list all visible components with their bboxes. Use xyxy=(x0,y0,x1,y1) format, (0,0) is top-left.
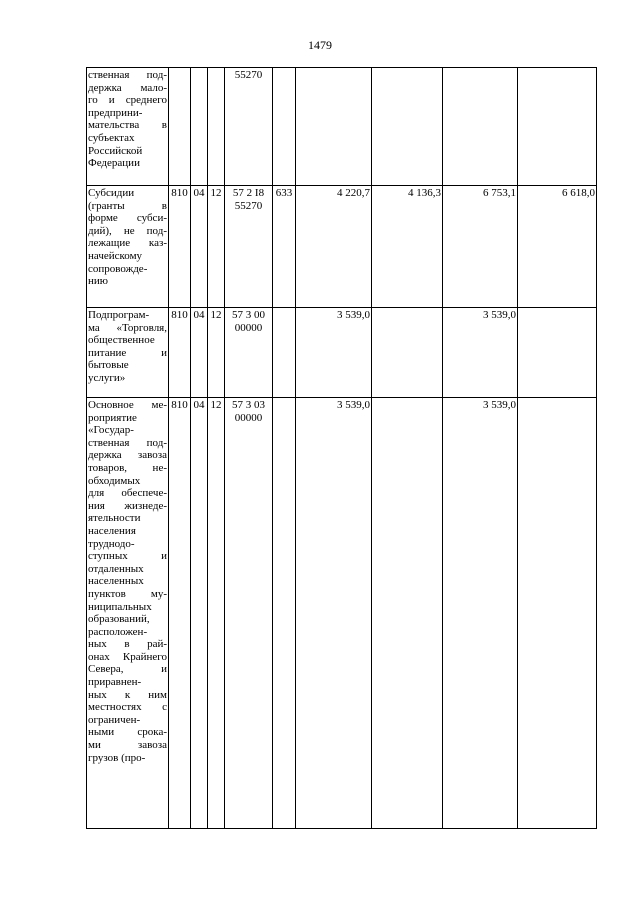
cell-sum3: 3 539,0 xyxy=(443,308,518,398)
cell-sum4 xyxy=(518,308,597,398)
cell-csr-line: 57 3 03 xyxy=(232,399,265,411)
cell-name-line: ограничен- xyxy=(88,713,141,726)
cell-name-line: субъектах xyxy=(88,131,135,144)
cell-name-line: труднодо- xyxy=(88,537,135,550)
cell-name-line: питание и xyxy=(88,346,167,359)
table-row xyxy=(87,398,597,829)
cell-sum1 xyxy=(296,68,372,186)
cell-pr: 12 xyxy=(208,186,225,308)
cell-csr xyxy=(225,398,273,829)
table-row xyxy=(87,68,597,186)
cell-vr xyxy=(273,68,296,186)
cell-csr xyxy=(225,68,273,186)
cell-name-line: ственная под- xyxy=(88,69,167,81)
cell-vr xyxy=(273,398,296,829)
cell-sum1: 3 539,0 xyxy=(296,398,372,829)
cell-name-line: го и среднего xyxy=(88,94,167,107)
cell-csr-line: 55270 xyxy=(234,199,263,212)
cell-csr-line: 00000 xyxy=(234,321,263,334)
cell-name-line: ятельности xyxy=(88,512,141,525)
cell-sum4: 6 618,0 xyxy=(518,186,597,308)
cell-name-line: обходимых xyxy=(88,474,141,487)
cell-name-line: ступных и xyxy=(88,550,167,563)
cell-name xyxy=(87,186,169,308)
cell-name-line: онах Крайнего xyxy=(88,650,167,663)
cell-name-line: нию xyxy=(88,275,108,288)
cell-sum3: 6 753,1 xyxy=(443,186,518,308)
cell-name-line: общественное xyxy=(88,334,155,347)
table-body xyxy=(87,68,597,829)
cell-vr xyxy=(273,308,296,398)
cell-grbs: 810 xyxy=(169,186,191,308)
cell-name-line: для обеспече- xyxy=(88,487,167,500)
cell-name-line: ния жизнеде- xyxy=(88,499,167,512)
cell-name-line: ниципальных xyxy=(88,600,152,613)
cell-name-line: Субсидии xyxy=(88,187,135,199)
cell-name-line: отдаленных xyxy=(88,562,144,575)
cell-name-line: образований, xyxy=(88,613,150,626)
cell-name-line: населенных xyxy=(88,575,144,588)
cell-name-line: мательства в xyxy=(88,119,167,132)
cell-sum3: 3 539,0 xyxy=(443,398,518,829)
cell-rz: 04 xyxy=(191,186,208,308)
cell-name-line: дий), не под- xyxy=(88,224,167,237)
cell-name-line: «Государ- xyxy=(88,424,134,437)
cell-name-line: предприни- xyxy=(88,106,143,119)
cell-name xyxy=(87,308,169,398)
cell-csr xyxy=(225,186,273,308)
cell-name-line: Основное ме- xyxy=(88,399,167,411)
cell-rz: 04 xyxy=(191,308,208,398)
cell-csr-line: 00000 xyxy=(234,411,263,424)
cell-csr-line: 57 2 I8 xyxy=(232,187,265,199)
cell-name-line: ма «Торговля, xyxy=(88,321,167,334)
cell-name-line: грузов (про- xyxy=(88,751,146,764)
cell-sum2 xyxy=(372,308,443,398)
cell-name-line: Подпрограм- xyxy=(88,309,150,321)
cell-sum4 xyxy=(518,398,597,829)
cell-grbs: 810 xyxy=(169,398,191,829)
cell-name-line: местностях с xyxy=(88,701,167,714)
cell-csr-line: 57 3 00 xyxy=(232,309,265,321)
cell-name-line: приравнен- xyxy=(88,676,142,689)
cell-sum2: 4 136,3 xyxy=(372,186,443,308)
cell-grbs xyxy=(169,68,191,186)
cell-name-line: Российской xyxy=(88,144,143,157)
cell-name-line: роприятие xyxy=(88,411,137,424)
cell-csr xyxy=(225,308,273,398)
cell-sum2 xyxy=(372,398,443,829)
cell-sum1: 4 220,7 xyxy=(296,186,372,308)
cell-name-line: ных в рай- xyxy=(88,638,167,651)
cell-csr-line: 55270 xyxy=(234,69,263,81)
cell-rz: 04 xyxy=(191,398,208,829)
cell-name xyxy=(87,398,169,829)
cell-name-line: Севера, и xyxy=(88,663,167,676)
cell-sum2 xyxy=(372,68,443,186)
cell-name-line: ных к ним xyxy=(88,688,167,701)
cell-name-line: ственная под- xyxy=(88,436,167,449)
budget-table xyxy=(86,67,597,829)
table-row xyxy=(87,186,597,308)
cell-rz xyxy=(191,68,208,186)
cell-name-line: начейскому xyxy=(88,249,143,262)
cell-vr: 633 xyxy=(273,186,296,308)
cell-sum1: 3 539,0 xyxy=(296,308,372,398)
cell-name-line: товаров, не- xyxy=(88,461,167,474)
cell-pr: 12 xyxy=(208,398,225,829)
page-number: 1479 xyxy=(308,38,332,52)
cell-name-line: расположен- xyxy=(88,625,148,638)
cell-name-line: держка завоза xyxy=(88,449,167,462)
cell-sum3 xyxy=(443,68,518,186)
cell-name-line: услуги» xyxy=(88,371,126,384)
cell-sum4 xyxy=(518,68,597,186)
cell-pr: 12 xyxy=(208,308,225,398)
cell-name-line: пунктов му- xyxy=(88,587,167,600)
cell-name-line: бытовые xyxy=(88,359,129,372)
cell-name-line: (гранты в xyxy=(88,199,167,212)
cell-name-line: ными срока- xyxy=(88,726,167,739)
cell-grbs: 810 xyxy=(169,308,191,398)
cell-name-line: населения xyxy=(88,524,136,537)
cell-name-line: форме субси- xyxy=(88,212,167,225)
cell-name-line: держка мало- xyxy=(88,81,167,94)
cell-name xyxy=(87,68,169,186)
cell-name-line: сопровожде- xyxy=(88,262,148,275)
cell-name-line: ми завоза xyxy=(88,739,167,752)
table-row xyxy=(87,308,597,398)
cell-name-line: Федерации xyxy=(88,157,140,170)
cell-pr xyxy=(208,68,225,186)
cell-name-line: лежащие каз- xyxy=(88,237,167,250)
